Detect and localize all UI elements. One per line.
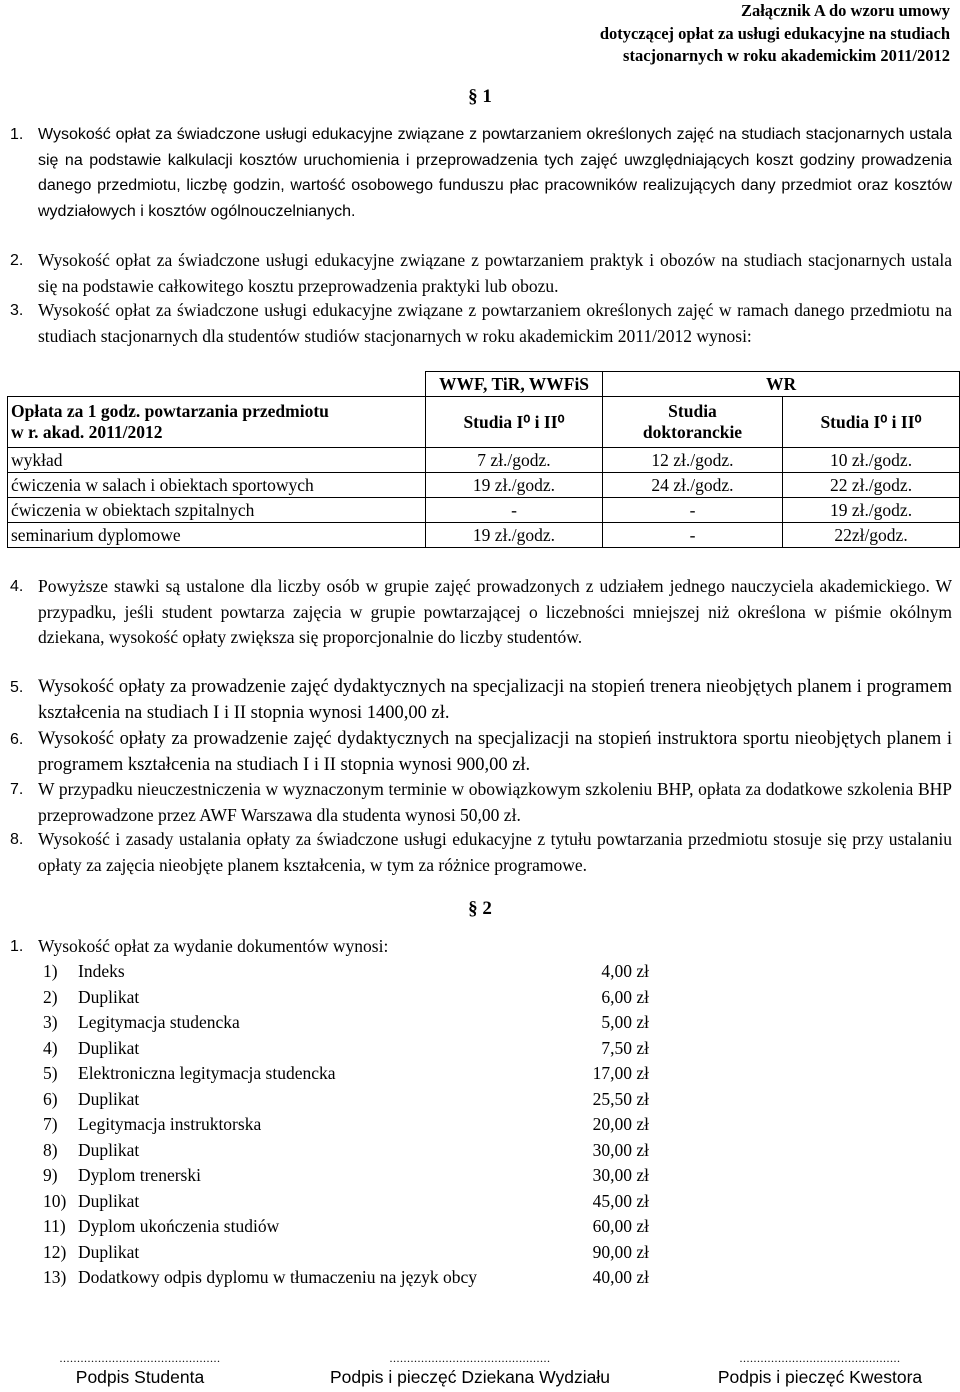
- item-number: 13): [43, 1267, 67, 1287]
- annex-header: [510, 0, 950, 68]
- cell-value: 10 zł./godz.: [783, 448, 960, 473]
- item-number: 8): [43, 1139, 58, 1160]
- item-number: 3): [43, 1012, 58, 1032]
- paragraph-text: Wysokość i zasady ustalania opłaty za świadczone usługi edukacyjne z tytułu powtarzania przedmiotu stosuje się przy ustalaniu opłaty za zajęcia nieobjęte planem kształcenia, w tym za różnice programowe.: [38, 829, 952, 875]
- paragraph-number: 5.: [10, 679, 24, 696]
- item-number: 1): [43, 961, 58, 981]
- paragraph-1-2: [10, 248, 952, 299]
- col-header-doktoranckie-line-1: Studia: [668, 401, 717, 421]
- signature-dean: [290, 1351, 650, 1389]
- signature-label: Podpis i pieczęć Dziekana Wydziału: [330, 1367, 610, 1387]
- table-row: [8, 498, 960, 523]
- item-number: 5): [43, 1063, 58, 1083]
- col-header-studia-2: Studia I⁰ i II⁰: [783, 397, 960, 448]
- paragraph-1-1: [10, 122, 952, 224]
- paragraph-number: 8.: [10, 831, 24, 848]
- table-row: [8, 473, 960, 498]
- item-number: 7): [43, 1114, 58, 1134]
- annex-header-line-1: Załącznik A do wzoru umowy: [740, 1, 950, 20]
- fee-table: [7, 371, 960, 548]
- paragraph-text: Wysokość opłaty za prowadzenie zajęć dydaktycznych na specjalizacji na stopień instruktora sportu nieobjętych planem i programem kształcenia na studiach I i II stopnia wynosi 900,00 zł.: [38, 729, 952, 775]
- item-label: Dyplom trenerski: [78, 1165, 201, 1185]
- paragraph-number: 6.: [10, 731, 24, 748]
- row-label: wykład: [8, 448, 426, 473]
- item-amount: 7,50 zł: [601, 1037, 649, 1058]
- paragraph-text: W przypadku nieuczestniczenia w wyznaczonym terminie w obowiązkowym szkoleniu BHP, opłata za dodatkowe szkolenia BHP przeprowadzone przez AWF Warszawa dla studenta wynosi 50,00 zł.: [38, 779, 952, 825]
- table-row: [8, 523, 960, 548]
- item-amount: 5,00 zł: [601, 1012, 649, 1032]
- paragraph-number: 3.: [10, 302, 24, 319]
- item-label: Dyplom ukończenia studiów: [78, 1216, 280, 1236]
- item-label: Duplikat: [78, 1190, 140, 1211]
- cell-value: 7 zł./godz.: [426, 448, 603, 473]
- paragraph-text: Wysokość opłat za wydanie dokumentów wynosi:: [38, 936, 389, 956]
- paragraph-1-3: [10, 298, 952, 349]
- item-label: Duplikat: [78, 1037, 140, 1058]
- item-amount: 30,00 zł: [592, 1139, 649, 1160]
- item-amount: 6,00 zł: [601, 986, 649, 1007]
- item-amount: 20,00 zł: [592, 1114, 649, 1134]
- item-amount: 45,00 zł: [592, 1190, 649, 1211]
- item-label: Duplikat: [78, 1088, 140, 1109]
- paragraph-number: 1.: [10, 938, 24, 955]
- row-label: ćwiczenia w obiektach szpitalnych: [8, 498, 426, 523]
- item-number: 11): [43, 1216, 66, 1236]
- annex-header-line-2: dotyczącej opłat za usługi edukacyjne na studiach: [599, 23, 950, 43]
- cell-value: 19 zł./godz.: [426, 473, 603, 498]
- paragraph-text: Wysokość opłaty za prowadzenie zajęć dydaktycznych na specjalizacji na stopień trenera nieobjętych planem i programem kształcenia na studiach I i II stopnia wynosi 1400,00 zł.: [38, 677, 952, 723]
- cell-value: 19 zł./godz.: [426, 523, 603, 548]
- cell-value: 19 zł./godz.: [783, 498, 960, 523]
- item-label: Legitymacja instruktorska: [78, 1114, 262, 1134]
- section-1-title: § 1: [468, 86, 492, 107]
- table-corner: [8, 372, 426, 397]
- item-number: 9): [43, 1165, 58, 1185]
- item-amount: 30,00 zł: [592, 1165, 649, 1185]
- item-number: 12): [43, 1241, 67, 1262]
- item-label: Dodatkowy odpis dyplomu w tłumaczeniu na język obcy: [78, 1267, 478, 1287]
- row-header-cell: [8, 397, 426, 448]
- col-header-doktoranckie-line-2: doktoranckie: [642, 422, 743, 442]
- paragraph-text: Wysokość opłat za świadczone usługi edukacyjne związane z powtarzaniem praktyk i obozów na studiach stacjonarnych ustala się na podstawie całkowitego kosztu przeprowadzenia praktyki lub obozu.: [38, 250, 952, 296]
- table-row: [8, 448, 960, 473]
- item-amount: 25,50 zł: [592, 1088, 649, 1109]
- paragraph-1-6: [10, 727, 952, 778]
- item-amount: 90,00 zł: [592, 1241, 649, 1262]
- row-label: seminarium dyplomowe: [8, 523, 426, 548]
- paragraph-text: Powyższe stawki są ustalone dla liczby osób w grupie zajęć prowadzonych z udziałem jednego nauczyciela akademickiego. W przypadku, jeśli student powtarza zajęcia w grupie powtarzającej o liczebności mniejszej niż określona w piśmie okólnym dziekana, wysokość opłaty zwiększa się proporcjonalnie do liczby studentów.: [38, 576, 952, 647]
- cell-value: 24 zł./godz.: [603, 473, 783, 498]
- cell-value: -: [603, 523, 783, 548]
- row-header-line-1: Opłata za 1 godz. powtarzania przedmiotu: [11, 401, 329, 421]
- paragraph-number: 1.: [10, 126, 24, 143]
- paragraph-2-1: [10, 934, 952, 960]
- col-header-doktoranckie: [603, 397, 783, 448]
- item-number: 2): [43, 986, 58, 1007]
- item-number: 10): [43, 1190, 67, 1211]
- paragraph-1-5: [10, 675, 952, 726]
- paragraph-number: 7.: [10, 781, 24, 798]
- row-label: ćwiczenia w salach i obiektach sportowych: [8, 473, 426, 498]
- cell-value: 12 zł./godz.: [603, 448, 783, 473]
- item-label: Indeks: [78, 961, 125, 981]
- item-label: Duplikat: [78, 986, 140, 1007]
- annex-header-line-3: stacjonarnych w roku akademickim 2011/2012: [623, 46, 950, 65]
- item-number: 4): [43, 1037, 58, 1058]
- cell-value: -: [426, 498, 603, 523]
- row-header-line-2: w r. akad. 2011/2012: [11, 422, 163, 442]
- paragraph-text: Wysokość opłat za świadczone usługi edukacyjne związane z powtarzaniem określonych zajęć w ramach danego przedmiotu na studiach stacjonarnych dla studentów studiów stacjonarnych w roku akademickim 2011/2012 wynosi:: [38, 300, 952, 346]
- item-amount: 40,00 zł: [592, 1267, 649, 1287]
- item-amount: 4,00 zł: [601, 961, 649, 981]
- signature-line: ..............................................: [389, 1351, 551, 1365]
- signature-label: Podpis Studenta: [75, 1367, 205, 1387]
- signature-line: ..............................................: [739, 1351, 901, 1365]
- section-2-title: § 2: [468, 898, 492, 919]
- item-label: Elektroniczna legitymacja studencka: [78, 1063, 336, 1083]
- signature-label: Podpis i pieczęć Kwestora: [717, 1367, 923, 1387]
- paragraph-1-7: [10, 777, 952, 828]
- signature-bursar: [680, 1351, 960, 1389]
- item-label: Duplikat: [78, 1139, 140, 1160]
- item-number: 6): [43, 1088, 58, 1109]
- item-label: Duplikat: [78, 1241, 140, 1262]
- group-header-wwf: WWF, TiR, WWFiS: [426, 372, 603, 397]
- item-amount: 17,00 zł: [592, 1063, 649, 1083]
- cell-value: -: [603, 498, 783, 523]
- paragraph-1-8: [10, 827, 952, 878]
- item-amount: 60,00 zł: [592, 1216, 649, 1236]
- paragraph-number: 4.: [10, 578, 24, 595]
- cell-value: 22zł/godz.: [783, 523, 960, 548]
- signature-student: [0, 1351, 280, 1389]
- group-header-wr: WR: [603, 372, 960, 397]
- signature-line: ..............................................: [59, 1351, 221, 1365]
- paragraph-text: Wysokość opłat za świadczone usługi edukacyjne związane z powtarzaniem określonych zajęć na studiach stacjonarnych ustala się na podstawie kalkulacji kosztów uruchomienia i przeprowadzenia tych zajęć uwzględniających koszt godziny prowadzenia danego przedmiotu, liczbę godzin, wartość osobowego funduszu płac pracowników realizujących dany przedmiot oraz kosztów wydziałowych i kosztów ogólnouczelnianych.: [38, 126, 952, 220]
- item-label: Legitymacja studencka: [78, 1012, 240, 1032]
- paragraph-number: 2.: [10, 252, 24, 269]
- paragraph-1-4: [10, 574, 952, 651]
- cell-value: 22 zł./godz.: [783, 473, 960, 498]
- col-header-studia-1: Studia I⁰ i II⁰: [426, 397, 603, 448]
